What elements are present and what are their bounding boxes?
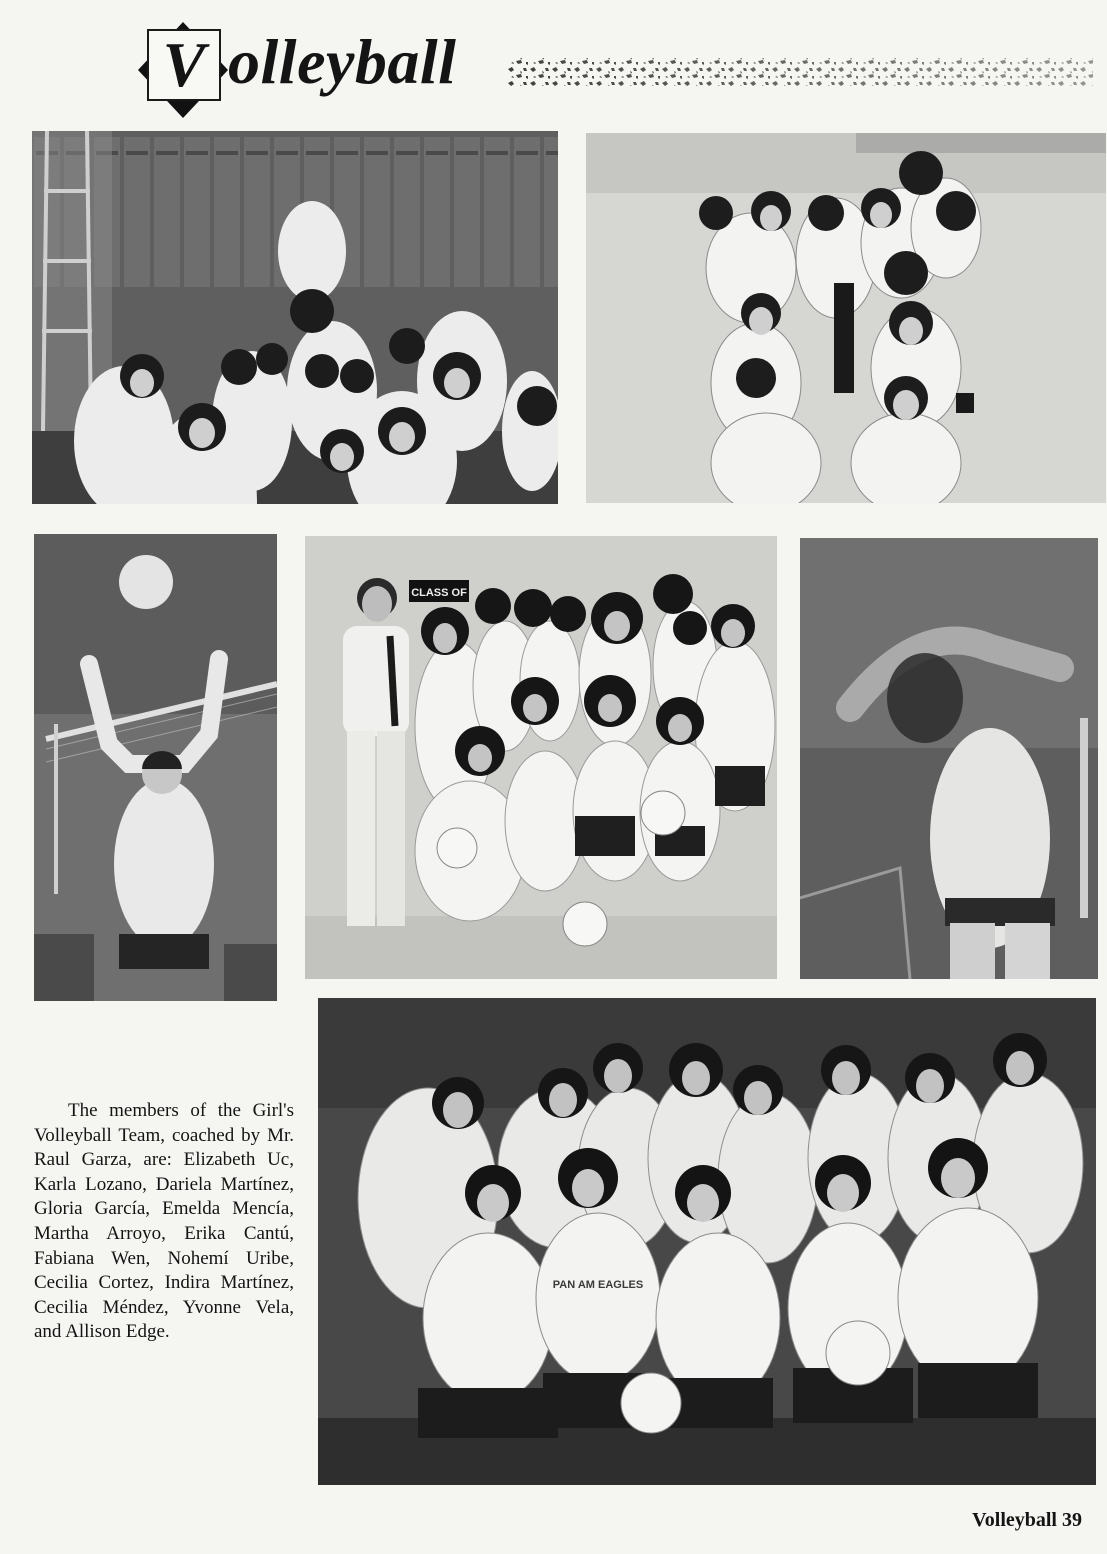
title-initial: V xyxy=(162,29,206,100)
photo-player-at-net xyxy=(34,534,277,1001)
photo-team-with-coach xyxy=(305,536,777,979)
photo-team-locker-room xyxy=(32,131,558,504)
jersey-text: PAN AM EAGLES xyxy=(552,1279,644,1291)
title-initial-box xyxy=(147,29,221,101)
caption-team-roster: The members of the Girl's Volleyball Team, coached by Mr. Raul Garza, are: Elizabeth Uc, Karla Lozano, Dariela Martínez, Gloria García, Emelda Mencía, Martha Arroyo, Erika Cantú, Fabiana Wen, Nohemí Uribe, Cecilia Cortez, Indira Martínez, Cecilia Méndez, Yvonne Vela, and Allison Edge. xyxy=(34,1100,294,1343)
photo-team-pyramid xyxy=(586,133,1106,503)
title-texture-band xyxy=(507,52,1093,92)
class-of-sign-text: CLASS OF xyxy=(411,587,467,599)
photo-team-group xyxy=(318,998,1096,1485)
page-title: olleyball xyxy=(228,26,457,97)
page-number-label: Volleyball 39 xyxy=(972,1509,1082,1531)
photo-player-serving xyxy=(800,538,1098,979)
